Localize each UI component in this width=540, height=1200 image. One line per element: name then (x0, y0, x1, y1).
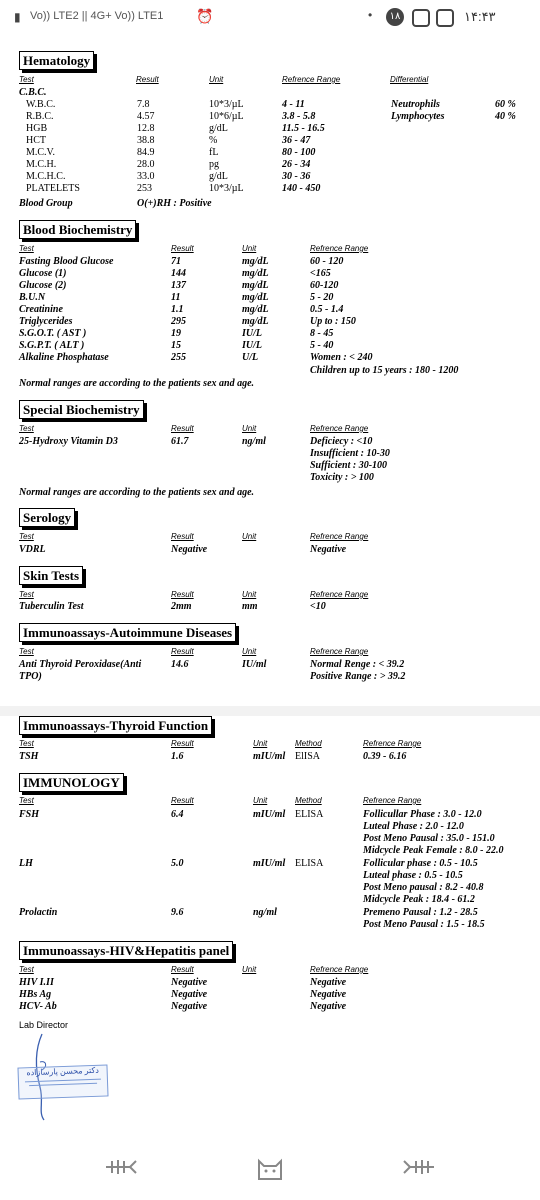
normal-range-note: Normal ranges are according to the patients sex and age. (19, 487, 255, 498)
test-name: Glucose (2) (19, 280, 67, 291)
test-unit: mg/dL (242, 316, 269, 327)
hematology-title: Hematology (19, 51, 94, 70)
col-result: Result (171, 647, 194, 656)
test-result: 15 (171, 340, 181, 351)
col-range: Refrence Range (310, 244, 369, 253)
col-test: Test (19, 424, 34, 433)
test-range: 0.39 - 6.16 (363, 751, 407, 762)
fish-bone-icon[interactable] (102, 1152, 138, 1182)
diff-name: Neutrophils (391, 99, 440, 110)
col-unit: Unit (242, 244, 257, 253)
test-range: 11.5 - 16.5 (282, 123, 325, 134)
test-name: Fasting Blood Glucose (19, 256, 114, 267)
range-line: Luteal phase : 0.5 - 10.5 (363, 870, 463, 881)
test-unit: g/dL (209, 123, 228, 134)
test-result: 12.8 (137, 123, 155, 134)
range-line: Insufficient : 10-30 (310, 448, 390, 459)
col-unit: Unit (242, 965, 257, 974)
test-name: HCV- Ab (19, 1001, 57, 1012)
test-unit: pg (209, 159, 219, 170)
range-line: Midcycle Peak Female : 8.0 - 22.0 (363, 845, 504, 856)
test-unit: IU/ml (242, 659, 267, 670)
test-result: 5.0 (171, 858, 184, 869)
dot-icon: • (368, 8, 373, 22)
test-unit: IU/L (242, 328, 262, 339)
test-unit: % (209, 135, 218, 146)
test-result: 14.6 (171, 659, 189, 670)
col-range: Refrence Range (310, 532, 369, 541)
test-unit: ng/ml (242, 436, 266, 447)
col-result: Result (171, 965, 194, 974)
range-line: Midcycle Peak : 18.4 - 61.2 (363, 894, 475, 905)
test-name: Tuberculin Test (19, 601, 84, 612)
lab-director-label: Lab Director (19, 1020, 69, 1030)
range-line: Luteal Phase : 2.0 - 12.0 (363, 821, 464, 832)
test-result: Negative (171, 989, 208, 1000)
col-result: Result (171, 532, 194, 541)
test-range: 30 - 36 (282, 171, 311, 182)
col-result: Result (171, 739, 194, 748)
test-unit: mIU/ml (253, 809, 286, 820)
test-result: 33.0 (137, 171, 155, 182)
test-unit: mg/dL (242, 268, 269, 279)
col-range: Refrence Range (310, 590, 369, 599)
test-range: Women : < 240 (310, 352, 373, 363)
test-range: 0.5 - 1.4 (310, 304, 344, 315)
test-name: Prolactin (19, 907, 58, 918)
test-name: R.B.C. (26, 111, 54, 122)
test-range: 80 - 100 (282, 147, 316, 158)
test-unit: 10*3/µL (209, 99, 244, 110)
test-result: 295 (171, 316, 186, 327)
col-result: Result (171, 796, 194, 805)
battery-icon: ▮ (14, 10, 21, 24)
cat-home-icon[interactable] (252, 1152, 288, 1182)
status-bar (0, 0, 540, 34)
clock: ۱۴:۴۳ (464, 9, 496, 24)
skin-title: Skin Tests (19, 566, 83, 585)
test-result: 7.8 (137, 99, 150, 110)
test-range: 4 - 11 (282, 99, 305, 110)
thyroid-title: Immunoassays-Thyroid Function (19, 716, 212, 735)
col-range: Refrence Range (310, 647, 369, 656)
range-line: Sufficient : 30-100 (310, 460, 388, 471)
test-range: Negative (310, 989, 347, 1000)
col-test: Test (19, 796, 34, 805)
test-result: Negative (171, 544, 208, 555)
notification-badge: ۱۸ (386, 8, 404, 26)
test-name: Creatinine (19, 304, 63, 315)
range-line: Post Meno Pausal : 35.0 - 151.0 (363, 833, 495, 844)
test-name-cont: TPO) (19, 671, 42, 682)
test-unit: U/L (242, 352, 259, 363)
alarm-icon: ⏰ (196, 8, 214, 24)
test-name: Anti Thyroid Peroxidase(Anti (19, 659, 142, 670)
test-method: ELISA (295, 858, 324, 869)
diff-value: 60 % (495, 99, 516, 110)
test-name: S.G.O.T. ( AST ) (19, 328, 87, 339)
serology-title: Serology (19, 508, 75, 527)
test-name: Glucose (1) (19, 268, 67, 279)
col-unit: Unit (242, 532, 257, 541)
test-range: Negative (310, 544, 347, 555)
test-result: 28.0 (137, 159, 155, 170)
test-name: Alkaline Phosphatase (19, 352, 109, 363)
blood-group-value: O(+)RH : Positive (137, 198, 212, 209)
test-name: M.C.V. (26, 147, 55, 158)
test-result: 71 (171, 256, 181, 267)
test-unit: ng/ml (253, 907, 277, 918)
col-result: Result (171, 590, 194, 599)
test-unit: mg/dL (242, 304, 269, 315)
test-range: 36 - 47 (282, 135, 311, 146)
col-test: Test (19, 590, 34, 599)
instagram-icon (412, 9, 430, 27)
test-unit: mg/dL (242, 280, 269, 291)
stamp-name: دکتر محسن پارسازاده (26, 1065, 99, 1078)
test-name: TSH (19, 751, 39, 762)
test-result: Negative (171, 1001, 208, 1012)
range-line: Post Meno pausal : 8.2 - 40.8 (363, 882, 484, 893)
test-result: 9.6 (171, 907, 184, 918)
range-line: Post Meno Pausal : 1.5 - 18.5 (363, 919, 485, 930)
col-unit: Unit (242, 424, 257, 433)
test-result: 144 (171, 268, 186, 279)
test-unit: mIU/ml (253, 858, 286, 869)
col-method: Method (295, 739, 322, 748)
test-unit: IU/L (242, 340, 262, 351)
special-title: Special Biochemistry (19, 400, 144, 419)
test-unit: fL (209, 147, 219, 158)
col-range: Refrence Range (282, 75, 341, 84)
range-line: Toxicity : > 100 (310, 472, 374, 483)
test-name: Triglycerides (19, 316, 73, 327)
test-unit: 10*3/µL (209, 183, 244, 194)
test-range: 140 - 450 (282, 183, 321, 194)
test-range: Negative (310, 1001, 347, 1012)
col-range: Refrence Range (310, 965, 369, 974)
test-range: <165 (310, 268, 331, 279)
col-method: Method (295, 796, 322, 805)
range-line: Premeno Pausal : 1.2 - 28.5 (363, 907, 478, 918)
test-result: 1.1 (171, 304, 184, 315)
col-result: Result (171, 424, 194, 433)
instagram-icon (436, 9, 454, 27)
test-unit: mg/dL (242, 256, 269, 267)
test-result: 61.7 (171, 436, 189, 447)
test-name: HIV I.II (19, 977, 54, 988)
test-name: 25-Hydroxy Vitamin D3 (19, 436, 118, 447)
test-method: ELISA (295, 809, 324, 820)
range-line: Follicullar Phase : 3.0 - 12.0 (363, 809, 482, 820)
test-unit: 10*6/µL (209, 111, 244, 122)
range-line: Positive Range : > 39.2 (310, 671, 406, 682)
col-test: Test (19, 965, 34, 974)
hiv-title: Immunoassays-HIV&Hepatitis panel (19, 941, 233, 960)
test-unit: mm (242, 601, 258, 612)
test-unit: g/dL (209, 171, 228, 182)
normal-range-note: Normal ranges are according to the patients sex and age. (19, 378, 255, 389)
col-unit: Unit (253, 739, 268, 748)
col-range: Refrence Range (363, 739, 422, 748)
test-result: 11 (171, 292, 181, 303)
test-range: Negative (310, 977, 347, 988)
test-name: HGB (26, 123, 48, 134)
col-test: Test (19, 739, 34, 748)
test-result: 4.57 (137, 111, 155, 122)
col-test: Test (19, 75, 34, 84)
test-result: 6.4 (171, 809, 184, 820)
test-range: 26 - 34 (282, 159, 311, 170)
test-result: Negative (171, 977, 208, 988)
test-name: M.C.H.C. (26, 171, 66, 182)
test-range: <10 (310, 601, 326, 612)
test-result: 38.8 (137, 135, 155, 146)
test-name: W.B.C. (26, 99, 56, 110)
biochem-title: Blood Biochemistry (19, 220, 136, 239)
test-range: 5 - 20 (310, 292, 334, 303)
test-range: 8 - 45 (310, 328, 334, 339)
test-result: 19 (171, 328, 181, 339)
test-result: 2mm (171, 601, 192, 612)
cbc-label: C.B.C. (19, 87, 47, 98)
col-result: Result (136, 75, 159, 84)
fish-bone-icon[interactable] (402, 1152, 438, 1182)
test-name: PLATELETS (26, 183, 80, 194)
test-name: M.C.H. (26, 159, 57, 170)
col-test: Test (19, 532, 34, 541)
autoimmune-title: Immunoassays-Autoimmune Diseases (19, 623, 236, 642)
blood-group-label: Blood Group (19, 198, 73, 209)
test-name: HBs Ag (19, 989, 52, 1000)
diff-value: 40 % (495, 111, 516, 122)
children-range: Children up to 15 years : 180 - 1200 (310, 365, 459, 376)
col-test: Test (19, 244, 34, 253)
test-method: ElISA (295, 751, 320, 762)
test-range: Up to : 150 (310, 316, 356, 327)
test-unit: mIU/ml (253, 751, 286, 762)
immunology-title: IMMUNOLOGY (19, 773, 124, 792)
col-test: Test (19, 647, 34, 656)
test-result: 84.9 (137, 147, 155, 158)
test-result: 1.6 (171, 751, 184, 762)
test-unit: mg/dL (242, 292, 269, 303)
col-unit: Unit (242, 590, 257, 599)
test-name: HCT (26, 135, 46, 146)
test-result: 253 (137, 183, 152, 194)
test-range: 60-120 (310, 280, 339, 291)
diff-name: Lymphocytes (391, 111, 445, 122)
col-differential: Differential (390, 75, 429, 84)
test-name: LH (19, 858, 33, 869)
test-name: VDRL (19, 544, 46, 555)
test-range: 60 - 120 (310, 256, 344, 267)
range-line: Follicular phase : 0.5 - 10.5 (363, 858, 478, 869)
range-line: Normal Renge : < 39.2 (310, 659, 405, 670)
test-range: 5 - 40 (310, 340, 334, 351)
col-unit: Unit (242, 647, 257, 656)
col-unit: Unit (253, 796, 268, 805)
col-range: Refrence Range (310, 424, 369, 433)
col-result: Result (171, 244, 194, 253)
col-range: Refrence Range (363, 796, 422, 805)
test-name: FSH (19, 809, 40, 820)
test-name: S.G.P.T. ( ALT ) (19, 340, 85, 351)
test-result: 137 (171, 280, 186, 291)
range-line: Deficiecy : <10 (310, 436, 373, 447)
col-unit: Unit (209, 75, 224, 84)
signal-text: Vo)) LTE2 || 4G+ Vo)) LTE1 (30, 10, 164, 22)
test-range: 3.8 - 5.8 (282, 111, 316, 122)
doctor-stamp (17, 1064, 108, 1099)
test-name: B.U.N (19, 292, 46, 303)
page-divider (0, 706, 540, 716)
test-result: 255 (171, 352, 186, 363)
